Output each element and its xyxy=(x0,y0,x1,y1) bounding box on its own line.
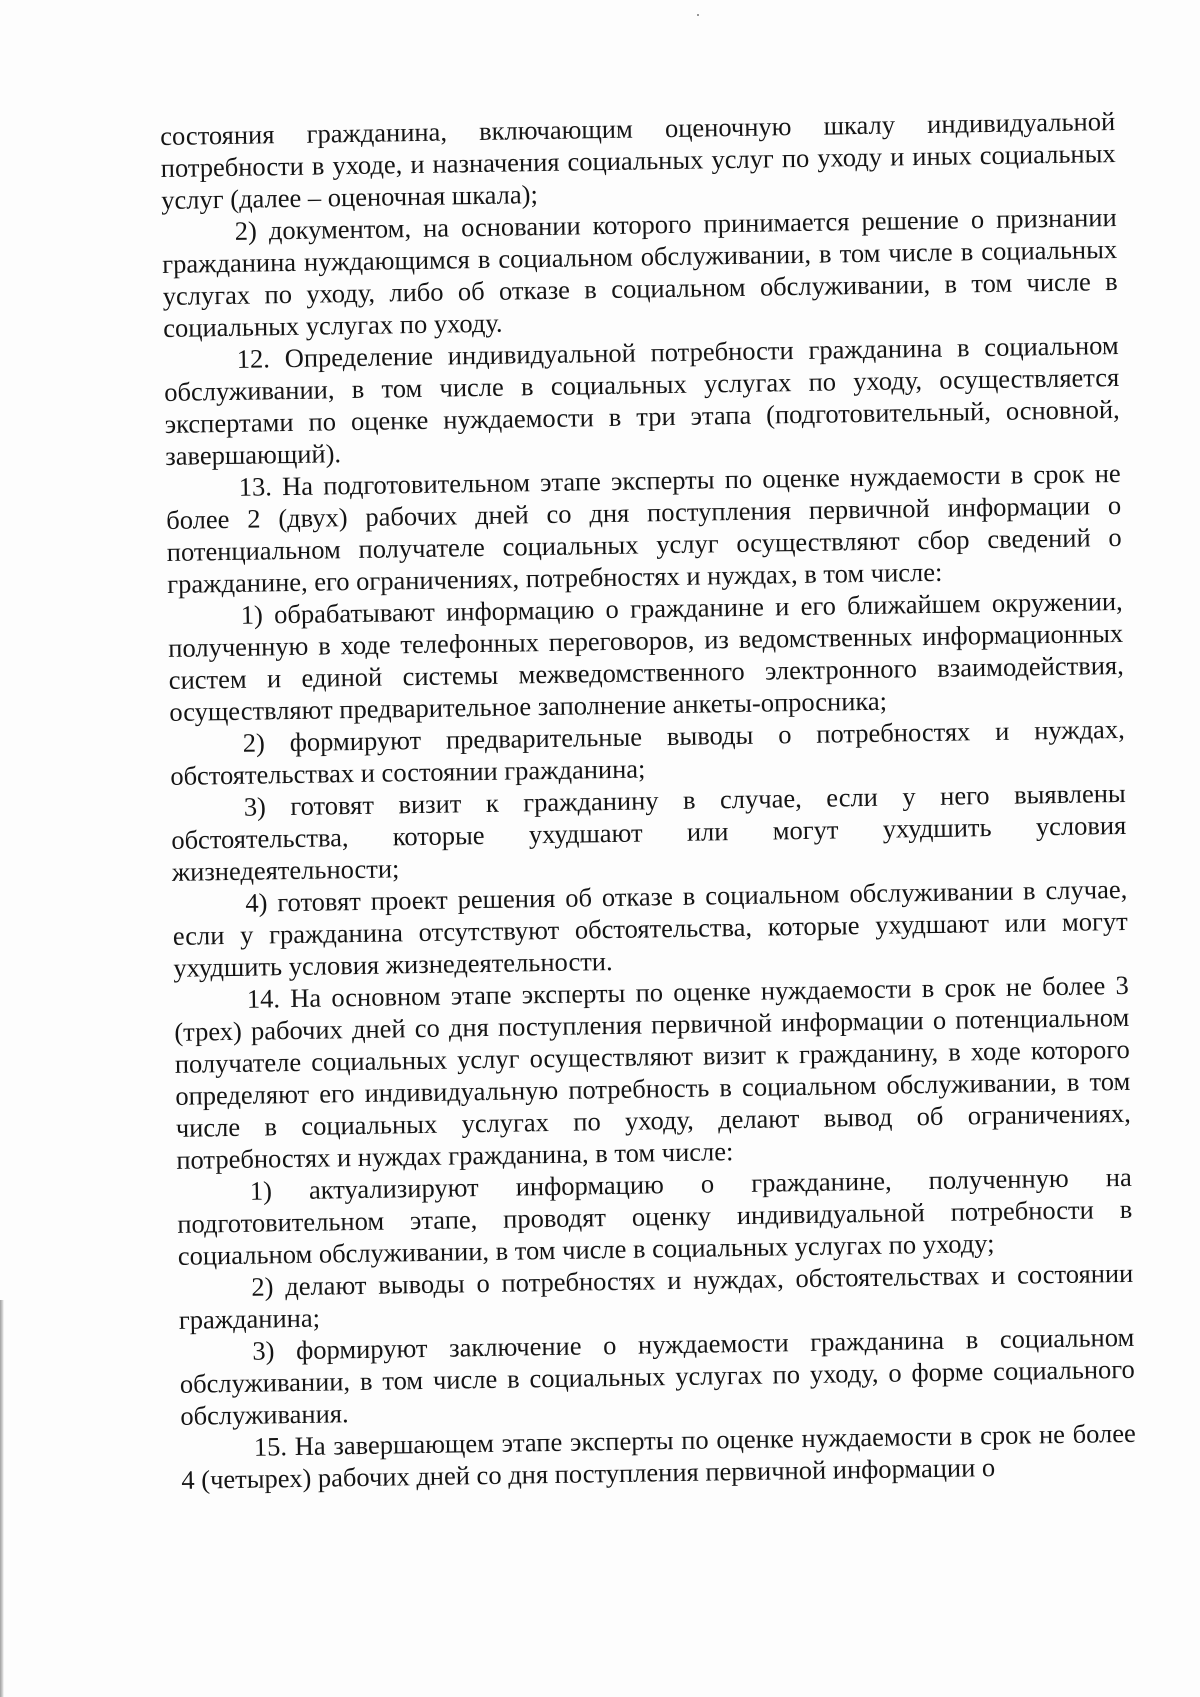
paragraph-clause-14: 14. На основном этапе эксперты по оценке нуждаемости в срок не более 3 (трех) рабочих дней со дня поступления первичной информации о потенциальном получателе социальных услуг осуществляют визит к гражданину, в ходе которого определяют его индивидуальную потребность в социальном обслуживании, в том числе в социальных услугах по уходу, делают вывод об ограничениях, потребностях и нуждах гражданина, в том числе: xyxy=(174,969,1131,1175)
paragraph-continuation: состояния гражданина, включающим оценочную шкалу индивидуальной потребности в уходе, и назначения социальных услуг по уходу и иных социальных услуг (далее – оценочная шкала); xyxy=(160,105,1116,215)
paragraph-clause-13: 13. На подготовительном этапе эксперты по оценке нуждаемости в срок не более 2 (двух) рабочих дней со дня поступления первичной информации о потенциальном получателе социальных услуг осуществляют сбор сведений о гражданине, его ограничениях, потребностях и нуждах, в том числе: xyxy=(166,457,1122,599)
paragraph-clause-12: 12. Определение индивидуальной потребности гражданина в социальном обслуживании, в том числе в социальных услугах по уходу, осуществляется экспертами по оценке нуждаемости в три этапа (подготовительный, основной, завершающий). xyxy=(164,329,1120,471)
document-body xyxy=(160,105,1136,1496)
paragraph-14-item-3: 3) формируют заключение о нуждаемости гражданина в социальном обслуживании, в том числе в социальных услугах по уходу, о форме социального обслуживания. xyxy=(179,1321,1135,1431)
scan-edge-shadow xyxy=(0,1300,4,1697)
paragraph-14-item-1: 1) актуализируют информацию о гражданине, полученную на подготовительном этапе, проводят оценку индивидуальной потребности в социальном обслуживании, в том числе в социальных услугах по уходу; xyxy=(177,1161,1133,1271)
scan-speck xyxy=(697,14,699,16)
paragraph-13-item-4: 4) готовят проект решения об отказе в социальном обслуживании в случае, если у гражданина отсутствуют обстоятельства, которые ухудшают или могут ухудшить условия жизнедеятельности. xyxy=(172,873,1128,983)
paragraph-14-item-2: 2) делают выводы о потребностях и нуждах, обстоятельствах и состоянии гражданина; xyxy=(178,1257,1134,1335)
paragraph-item-2: 2) документом, на основании которого принимается решение о признании гражданина нуждающимся в социальном обслуживании, в том числе в социальных услугах по уходу, либо об отказе в социальном обслуживании, в том числе в социальных услугах по уходу. xyxy=(162,201,1118,343)
paragraph-13-item-2: 2) формируют предварительные выводы о потребностях и нуждах, обстоятельствах и состоянии гражданина; xyxy=(170,713,1125,791)
paragraph-clause-15: 15. На завершающем этапе эксперты по оценке нуждаемости в срок не более 4 (четырех) рабочих дней со дня поступления первичной информации о xyxy=(181,1417,1136,1495)
paragraph-13-item-3: 3) готовят визит к гражданину в случае, если у него выявлены обстоятельства, которые ухудшают или могут ухудшить условия жизнедеятельности; xyxy=(171,777,1127,887)
paragraph-13-item-1: 1) обрабатывают информацию о гражданине и его ближайшем окружении, полученную в ходе телефонных переговоров, из ведомственных информационных систем и единой системы межведомственного электронного взаимодействия, осуществляют предварительное заполнение анкеты-опросника; xyxy=(168,585,1124,727)
